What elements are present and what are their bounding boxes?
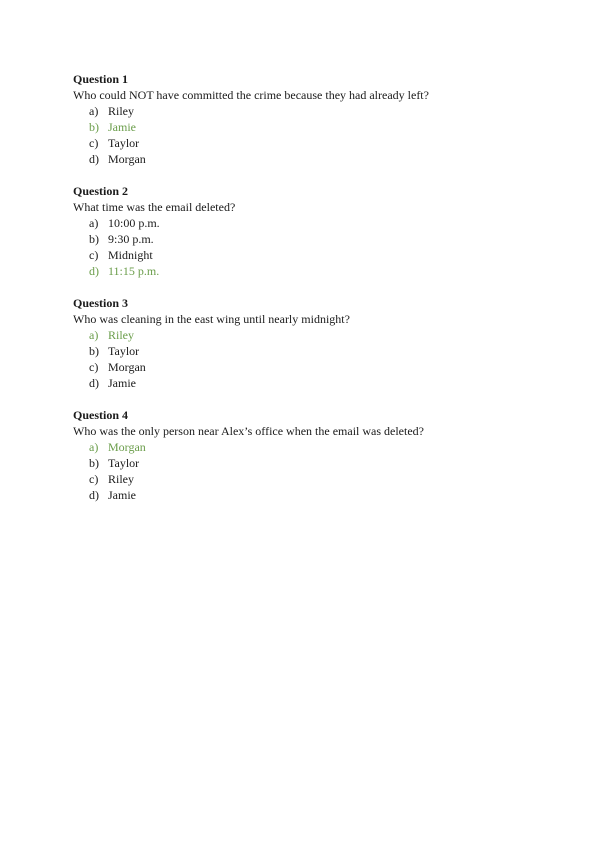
option-b [73,231,553,247]
question-text: Who was cleaning in the east wing until nearly midnight? [73,312,350,326]
option-letter: a) [89,216,99,230]
option-letter: c) [89,136,99,150]
option-letter: d) [89,376,99,390]
option-letter: d) [89,152,99,166]
option-a [73,327,553,343]
option-a [73,103,553,119]
question-title: Question 2 [73,184,129,198]
option-text: Taylor [108,136,140,150]
option-b [73,343,553,359]
option-a [73,439,553,455]
option-letter: b) [89,456,99,470]
option-letter: d) [89,264,99,278]
option-letter: a) [89,104,99,118]
option-text: 11:15 p.m. [108,264,160,278]
options-list [73,439,553,503]
option-letter: c) [89,472,99,486]
option-c [73,247,553,263]
quiz [73,71,553,519]
option-letter: b) [89,344,99,358]
option-text: Riley [108,472,134,486]
option-text: Riley [108,328,134,342]
option-text: Morgan [108,440,146,454]
question-title: Question 3 [73,296,129,310]
options-list [73,327,553,391]
question-text: Who was the only person near Alex’s office when the email was deleted? [73,424,424,438]
option-text: Jamie [108,120,136,134]
question-2 [73,183,553,279]
option-b [73,119,553,135]
option-letter: c) [89,360,99,374]
option-a [73,215,553,231]
option-letter: c) [89,248,99,262]
question-title: Question 1 [73,72,129,86]
option-text: Jamie [108,376,136,390]
option-text: 9:30 p.m. [108,232,154,246]
option-text: 10:00 p.m. [108,216,160,230]
option-letter: a) [89,440,99,454]
question-1 [73,71,553,167]
option-text: Midnight [108,248,153,262]
option-d [73,151,553,167]
option-letter: b) [89,120,99,134]
question-3 [73,295,553,391]
option-d [73,487,553,503]
option-b [73,455,553,471]
option-c [73,135,553,151]
options-list [73,103,553,167]
options-list [73,215,553,279]
option-text: Morgan [108,360,146,374]
option-c [73,359,553,375]
option-text: Taylor [108,456,140,470]
option-text: Morgan [108,152,146,166]
option-letter: a) [89,328,99,342]
option-d [73,263,553,279]
question-text: What time was the email deleted? [73,200,236,214]
question-4 [73,407,553,503]
question-title: Question 4 [73,408,129,422]
question-text: Who could NOT have committed the crime because they had already left? [73,88,429,102]
option-c [73,471,553,487]
option-letter: d) [89,488,99,502]
option-text: Taylor [108,344,140,358]
option-text: Riley [108,104,134,118]
option-d [73,375,553,391]
option-letter: b) [89,232,99,246]
option-text: Jamie [108,488,136,502]
